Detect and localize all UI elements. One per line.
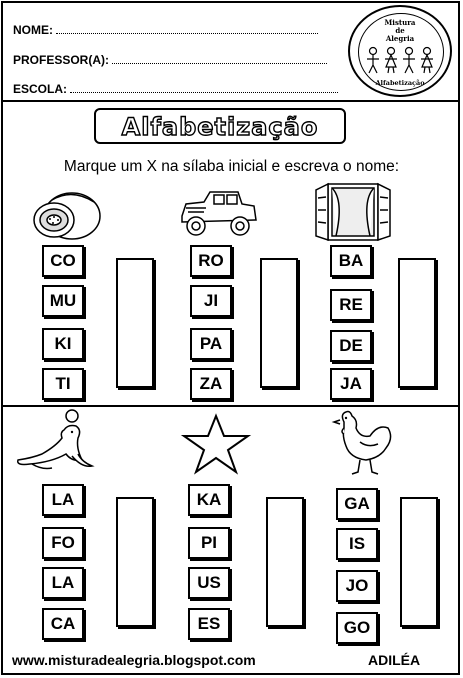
syllable-option[interactable]: DE <box>330 330 372 362</box>
children-icon <box>364 45 436 75</box>
syllable-option[interactable]: RO <box>190 245 232 277</box>
jeep-icon <box>176 186 260 240</box>
answer-box[interactable] <box>266 497 304 627</box>
professor-line[interactable] <box>112 55 327 64</box>
syllable-option[interactable]: BA <box>330 245 372 277</box>
escola-label: ESCOLA: <box>13 82 67 96</box>
star-icon <box>178 412 254 476</box>
syllable-option[interactable]: FO <box>42 527 84 559</box>
syllable-option[interactable]: ES <box>188 608 230 640</box>
syllable-option[interactable]: GA <box>336 488 378 520</box>
answer-box[interactable] <box>398 258 436 388</box>
instruction-text: Marque um X na sílaba inicial e escreva o nome: <box>63 158 400 175</box>
worksheet-header <box>3 3 458 102</box>
title-box <box>94 108 346 144</box>
mistura-de-alegria-logo <box>348 5 452 97</box>
footer-author: ADILÉA <box>368 652 421 668</box>
syllable-option[interactable]: JO <box>336 570 378 602</box>
syllable-option[interactable]: KI <box>42 328 84 360</box>
section-divider <box>3 405 458 407</box>
syllable-option[interactable]: JI <box>190 285 232 317</box>
syllable-option[interactable]: ZA <box>190 368 232 400</box>
coconut-icon <box>28 186 104 242</box>
syllable-option[interactable]: LA <box>42 484 84 516</box>
syllable-option[interactable]: PA <box>190 328 232 360</box>
syllable-option[interactable]: KA <box>188 484 230 516</box>
syllable-option[interactable]: LA <box>42 567 84 599</box>
syllable-option[interactable]: IS <box>336 528 378 560</box>
syllable-option[interactable]: CO <box>42 245 84 277</box>
syllable-option[interactable]: GO <box>336 612 378 644</box>
seal-icon <box>12 408 104 474</box>
nome-field[interactable] <box>13 23 318 37</box>
professor-label: PROFESSOR(A): <box>13 53 109 67</box>
escola-line[interactable] <box>70 84 338 93</box>
escola-field[interactable] <box>13 82 338 96</box>
answer-box[interactable] <box>116 258 154 388</box>
window-icon <box>314 180 392 244</box>
answer-box[interactable] <box>260 258 298 388</box>
logo-line3: Alegria <box>385 34 415 43</box>
professor-field[interactable] <box>13 53 327 67</box>
syllable-option[interactable]: JA <box>330 368 372 400</box>
syllable-option[interactable]: CA <box>42 608 84 640</box>
logo-bottom: Alfabetização <box>375 79 425 87</box>
syllable-option[interactable]: MU <box>42 285 84 317</box>
syllable-option[interactable]: PI <box>188 527 230 559</box>
logo-line1: Mistura <box>384 18 416 27</box>
page-title: Alfabetização <box>121 113 319 141</box>
syllable-option[interactable]: RE <box>330 289 372 321</box>
syllable-option[interactable]: US <box>188 567 230 599</box>
logo-line2: de <box>395 26 405 35</box>
footer-site: www.misturadealegria.blogspot.com <box>12 652 256 668</box>
nome-line[interactable] <box>56 25 318 34</box>
answer-box[interactable] <box>400 497 438 627</box>
nome-label: NOME: <box>13 23 53 37</box>
hen-icon <box>330 408 396 476</box>
answer-box[interactable] <box>116 497 154 627</box>
syllable-option[interactable]: TI <box>42 368 84 400</box>
